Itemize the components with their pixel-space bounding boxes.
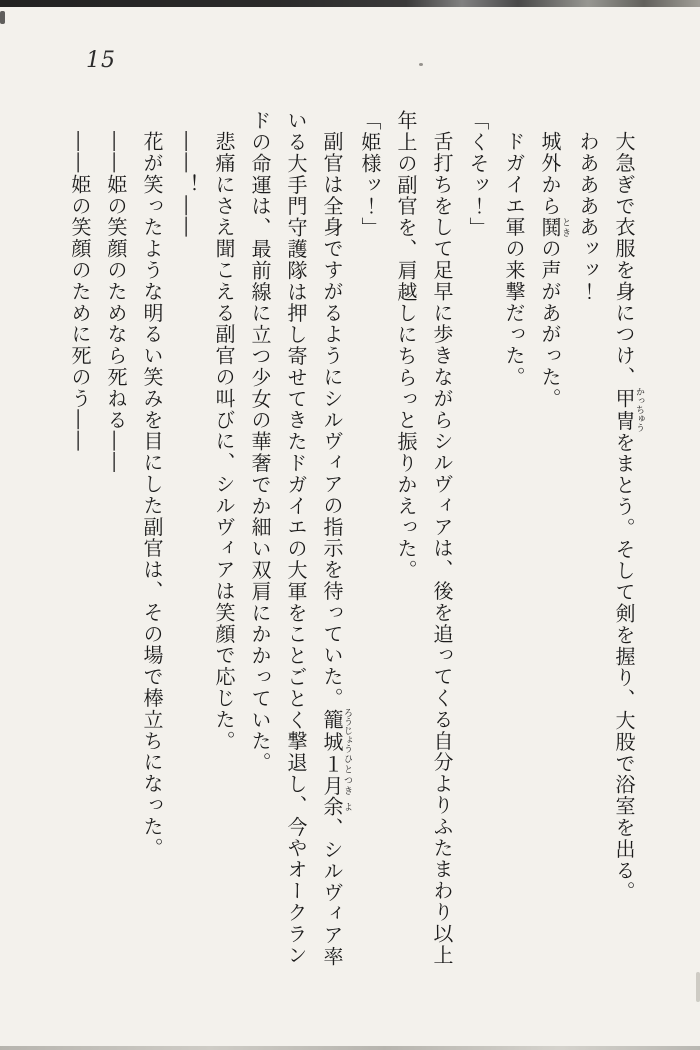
furigana-term: １月ひとつき [320, 753, 352, 797]
paragraph: 副官は全身ですがるようにシルヴィアの指示を待っていた。籠城ろうじょう１月ひとつき余よ、シルヴィア率いる大手門守護隊は押し寄せてきたドガイエの大軍をことごとく撃退し、今やオークランドの命運は、最前線に立つ少女の華奢でか細い双肩にかかっていた。 [248, 110, 352, 968]
scan-speck-center [419, 63, 423, 66]
paragraph: 城外から鬨ときの声があがった。 [538, 131, 570, 410]
paragraph: 大急ぎで衣服を身につけ、甲冑かっちゅうをまとう。そして剣を握り、大股で浴室を出る。 [612, 131, 644, 903]
page-number: 15 [86, 48, 116, 73]
furigana-term: 鬨とき [538, 217, 570, 239]
paragraph: ――姫の笑顔のためなら死ねる―― [104, 131, 128, 474]
paragraph: 悲痛にさえ聞こえる副官の叫びに、シルヴィアは笑顔で応じた。 [212, 131, 236, 752]
furigana-term: 籠城ろうじょう [320, 708, 352, 754]
scan-speck-left [0, 11, 5, 24]
scan-smudge-right [696, 972, 700, 1002]
paragraph: ――姫の笑顔のために死のう―― [68, 131, 92, 453]
scan-edge-bottom [0, 1046, 700, 1050]
paragraph: ドガイエ軍の来撃だった。 [502, 131, 526, 389]
paragraph: ――！―― [176, 131, 200, 239]
paragraph: わああああッッ！ [576, 131, 600, 303]
paragraph: 舌打ちをして足早に歩きながらシルヴィアは、後を追ってくる自分よりふたまわり以上年上の副官を、肩越しにちらっと振りかえった。 [394, 110, 454, 966]
paragraph: 花が笑ったような明るい笑みを目にした副官は、その場で棒立ちになった。 [140, 131, 164, 859]
furigana-term: 甲冑かっちゅう [612, 387, 644, 433]
furigana-term: 余よ [320, 796, 352, 818]
paragraph: 「くそッ！」 [466, 110, 490, 239]
paragraph: 「姫様ッ！」 [358, 110, 382, 239]
scan-edge-top [0, 0, 700, 7]
text-column-block [62, 110, 644, 968]
